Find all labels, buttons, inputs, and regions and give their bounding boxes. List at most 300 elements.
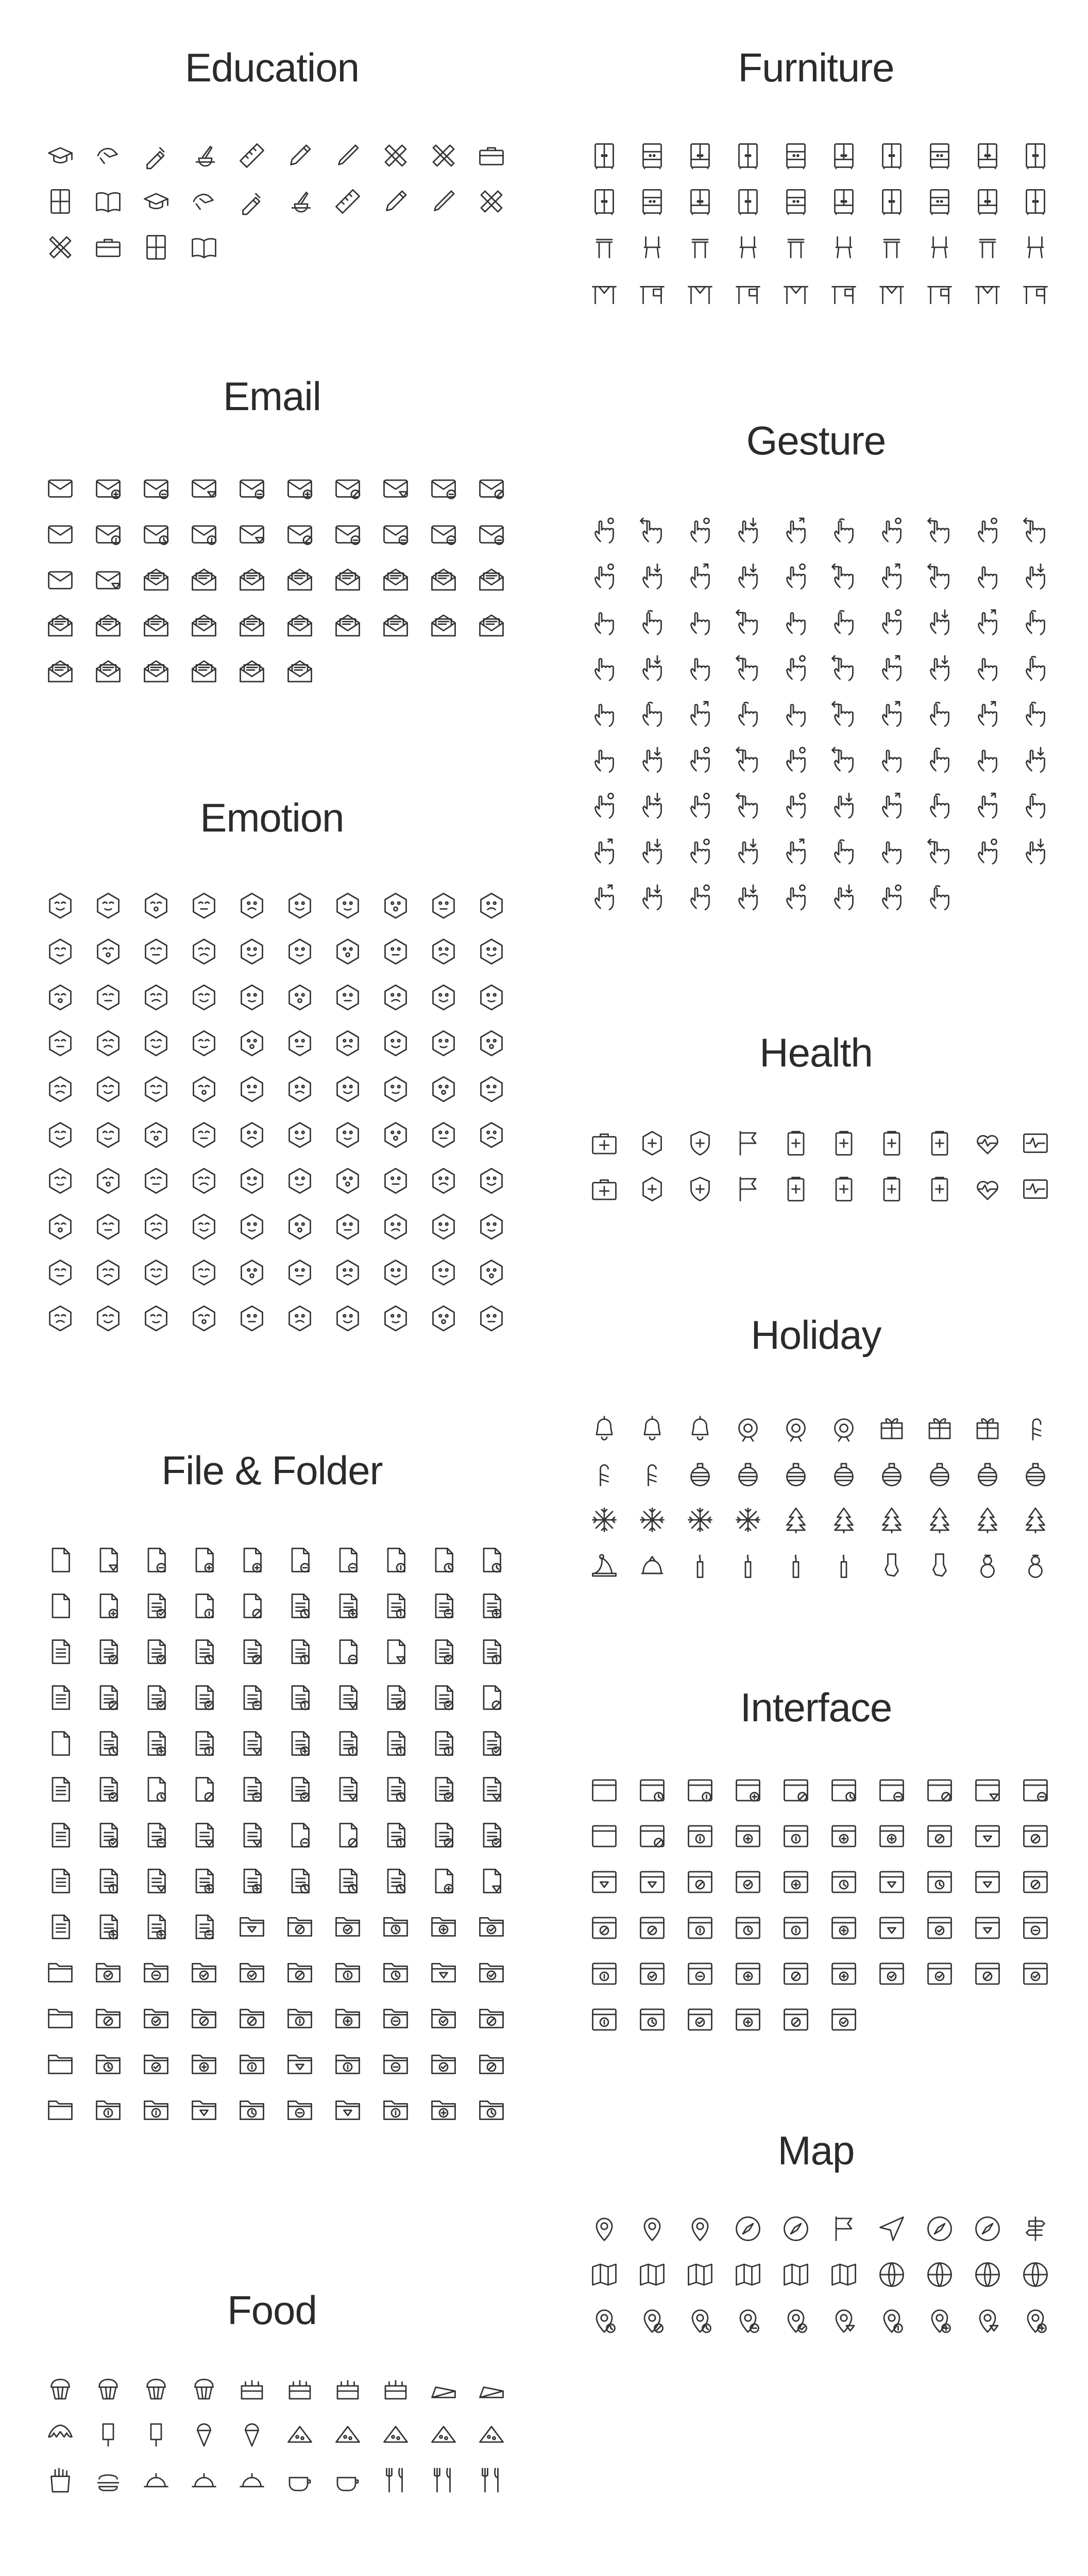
- face-whistle-icon: [467, 1204, 515, 1249]
- ambulance-light-icon: [820, 1166, 868, 1212]
- pin-forbid-icon: [828, 2305, 859, 2336]
- file-text-clock-icon: [419, 1583, 467, 1629]
- small-cabinet-icon: [963, 178, 1011, 224]
- envelope-card-icon: [36, 556, 84, 602]
- folder-plain-icon: [132, 1950, 180, 1995]
- face-open-mouth-icon: [189, 1165, 219, 1196]
- heart-rate-icon: [972, 1128, 1003, 1159]
- file-image-icon: [380, 1682, 411, 1713]
- face-wink-icon: [324, 974, 371, 1020]
- window-search-icon: [1020, 1775, 1051, 1806]
- pizza-slice-icon: [324, 2411, 371, 2457]
- face-content-icon: [84, 883, 132, 928]
- hand-flick-icon: [1011, 783, 1059, 829]
- face-calm-icon: [476, 982, 507, 1013]
- zoom-out-icon: [963, 554, 1011, 600]
- window-add-icon: [637, 1775, 668, 1806]
- face-gasp-icon: [93, 1211, 124, 1242]
- stethoscope-icon: [876, 1174, 907, 1205]
- monitor-pulse-icon: [1020, 1128, 1051, 1159]
- file-share-icon: [45, 1728, 76, 1759]
- injection-icon: [676, 1166, 724, 1212]
- window-icon: [589, 1775, 620, 1806]
- crossed-canes-icon: [628, 1451, 676, 1497]
- window-play-icon: [915, 1859, 963, 1905]
- face-frown-icon: [93, 1074, 124, 1105]
- cabinet-shelves-icon: [628, 132, 676, 178]
- envelope-search-icon: [476, 472, 507, 503]
- face-smile-icon: [228, 974, 276, 1020]
- bauble-icon: [676, 1451, 724, 1497]
- window-eye-icon: [828, 2004, 859, 2035]
- map-icon-grid: [580, 2206, 1059, 2343]
- snowflake-crystal-icon: [733, 1504, 763, 1535]
- file-arrow-icon: [276, 1812, 324, 1858]
- hand-zoom-in-icon: [972, 837, 1003, 868]
- file-note-icon: [276, 1766, 324, 1812]
- folder-remove-icon: [276, 1904, 324, 1950]
- folder-code-icon: [141, 2003, 172, 2034]
- christmas-tree-icon: [772, 1497, 820, 1543]
- two-finger-tap-icon: [589, 607, 620, 638]
- sideboard-icon: [772, 132, 820, 178]
- pizza-slice-icon: [332, 2419, 363, 2450]
- window-remove-icon: [685, 1775, 716, 1806]
- window-minus-icon: [772, 1813, 820, 1859]
- face-shocked-icon: [45, 1165, 76, 1196]
- three-finger-tap-icon: [580, 646, 628, 691]
- tap-icon: [580, 508, 628, 554]
- window-secure-icon: [733, 1867, 763, 1897]
- face-gasp-icon: [84, 1158, 132, 1204]
- face-hush-icon: [428, 1165, 459, 1196]
- location-marker-icon: [868, 2251, 915, 2297]
- file-notes-icon: [84, 1904, 132, 1950]
- file-text-add-icon: [180, 1583, 228, 1629]
- scalpel-icon: [733, 1174, 763, 1205]
- face-smirk-icon: [428, 890, 459, 921]
- bells-icon: [628, 1405, 676, 1451]
- candle-icon: [676, 1543, 724, 1588]
- face-meh-icon: [371, 1295, 419, 1341]
- window-alert-icon: [820, 1813, 868, 1859]
- syringe-icon: [628, 1166, 676, 1212]
- ambulance-light-icon: [828, 1174, 859, 1205]
- file-cloud-sync-icon: [141, 1820, 172, 1851]
- file-attach-icon: [180, 1766, 228, 1812]
- folder-info-icon: [332, 1911, 363, 1942]
- file-text-edit-icon: [189, 1636, 219, 1667]
- file-signal-icon: [45, 1866, 76, 1896]
- window-arrow-down-icon: [724, 1996, 772, 2042]
- folder-trash-icon: [284, 2095, 315, 2126]
- dna-icon: [93, 232, 124, 263]
- tv-cabinet-icon: [1011, 178, 1059, 224]
- face-meh-icon: [371, 974, 419, 1020]
- file-text-info-icon: [284, 1590, 315, 1621]
- window-eye-icon: [820, 1996, 868, 2042]
- envelope-letter-note-icon: [141, 656, 172, 687]
- syringe-icon: [637, 1174, 668, 1205]
- face-content-icon: [93, 1120, 124, 1150]
- folder-block-icon: [419, 1904, 467, 1950]
- muffin-icon: [36, 2365, 84, 2411]
- folder-dashed-icon: [132, 2087, 180, 2133]
- envelope-stack-icon: [93, 564, 124, 595]
- table-icon: [580, 270, 628, 316]
- face-neutral-icon: [189, 936, 219, 967]
- face-smirk-icon: [428, 1028, 459, 1059]
- window-cloud-icon: [963, 1951, 1011, 1996]
- folder-tab-icon: [467, 2087, 515, 2133]
- tv-cabinet-icon: [1020, 186, 1051, 217]
- file-docs-icon: [236, 1866, 267, 1896]
- pie-slice-icon: [476, 2373, 507, 2404]
- hand-drag-icon: [733, 791, 763, 822]
- window-bars-icon: [876, 1912, 907, 1943]
- scalpel-icon: [724, 1166, 772, 1212]
- folder-headphones-icon: [189, 2049, 219, 2080]
- envelope-document-image-icon: [467, 556, 515, 602]
- envelope-letter-at-icon: [84, 602, 132, 648]
- face-smirk-icon: [428, 1120, 459, 1150]
- window-music-icon: [820, 1859, 868, 1905]
- file-text-remove-icon: [228, 1583, 276, 1629]
- hand-down-icon: [820, 783, 868, 829]
- window-radio-icon: [589, 1867, 620, 1897]
- scroll-up-icon: [876, 516, 907, 547]
- file-arrow-icon: [284, 1820, 315, 1851]
- face-calm-icon: [467, 883, 515, 928]
- folder-gear-icon: [476, 2003, 507, 2034]
- face-whistle-icon: [476, 1165, 507, 1196]
- face-hush-icon: [428, 1211, 459, 1242]
- face-annoyed-icon: [467, 1249, 515, 1295]
- folding-stool-icon: [724, 224, 772, 270]
- face-shocked-icon: [36, 1158, 84, 1204]
- jingle-bells-icon: [676, 1405, 724, 1451]
- file-lines-remove-icon: [332, 1636, 363, 1667]
- face-yawn-icon: [236, 1165, 267, 1196]
- gesture-title: Gesture: [746, 418, 886, 463]
- face-smile-icon: [228, 1112, 276, 1158]
- face-grin-icon: [276, 974, 324, 1020]
- face-neutral-icon: [180, 928, 228, 974]
- flag-icon: [820, 2206, 868, 2251]
- hand-diagonal-icon: [780, 883, 811, 913]
- folder-plain-icon: [141, 1957, 172, 1988]
- notebook-lined-icon: [276, 178, 324, 224]
- window-gem-icon: [924, 1958, 955, 1989]
- envelope-letter-mic-icon: [180, 648, 228, 694]
- three-finger-drag-icon: [637, 653, 668, 684]
- face-surprised-icon: [132, 1020, 180, 1066]
- envelope-letter-code-icon: [180, 602, 228, 648]
- compass-hexagon-icon: [924, 2213, 955, 2244]
- face-whistle-icon: [476, 1211, 507, 1242]
- ornament-striped-icon: [772, 1451, 820, 1497]
- layer-cake-icon: [284, 2373, 315, 2404]
- stocking-icon: [876, 1550, 907, 1581]
- folder-copy-icon: [428, 2095, 459, 2126]
- window-pdf-icon: [972, 1912, 1003, 1943]
- table-cloth-icon: [780, 278, 811, 309]
- face-scream-icon: [284, 1211, 315, 1242]
- croissant-icon: [45, 2419, 76, 2450]
- face-tired-icon: [371, 1249, 419, 1295]
- lamp-icon: [1020, 232, 1051, 263]
- stocking-pair-icon: [915, 1543, 963, 1588]
- map-location-icon: [733, 2259, 763, 2290]
- pencil-icon: [276, 132, 324, 178]
- folder-arrow-icon: [45, 2095, 76, 2126]
- window-lock-icon: [580, 1813, 628, 1859]
- folder-open-icon: [180, 2087, 228, 2133]
- email-title: Email: [223, 374, 321, 419]
- folder-sort-icon: [236, 2003, 267, 2034]
- open-book-icon: [93, 186, 124, 217]
- window-arrow-down-icon: [733, 2004, 763, 2035]
- bauble-icon: [685, 1459, 716, 1489]
- email-section: [0, 376, 544, 685]
- file-clock-icon: [380, 1545, 411, 1575]
- candles-icon: [724, 1543, 772, 1588]
- snowflake-large-icon: [637, 1504, 668, 1535]
- envelope-letter-up-icon: [476, 610, 507, 641]
- pill-icon: [1020, 1174, 1051, 1205]
- envelope-letter-music-icon: [228, 602, 276, 648]
- envelope-letter-user-icon: [276, 602, 324, 648]
- work-desk-icon: [924, 278, 955, 309]
- map-marker-icon: [820, 2251, 868, 2297]
- folder-download-icon: [467, 2041, 515, 2087]
- face-frown-icon: [93, 1257, 124, 1288]
- file-film-icon: [371, 1766, 419, 1812]
- push-pin-icon: [628, 2206, 676, 2251]
- ice-cream-cone-icon: [180, 2411, 228, 2457]
- file-forbid-icon: [332, 1545, 363, 1575]
- window-sync-icon: [589, 2004, 620, 2035]
- face-wink-icon: [332, 936, 363, 967]
- furniture-title: Furniture: [738, 45, 894, 90]
- face-meh-icon: [380, 1303, 411, 1334]
- file-remove-icon: [132, 1537, 180, 1583]
- file-magnify-icon: [380, 1820, 411, 1851]
- file-download-icon: [236, 1820, 267, 1851]
- file-cloud-up-icon: [45, 1820, 76, 1851]
- folder-upload-icon: [419, 2041, 467, 2087]
- file-folder-icon-grid: [36, 1537, 515, 2133]
- envelope-letter-photo-icon: [236, 656, 267, 687]
- envelope-info-icon: [180, 465, 228, 511]
- envelope-letter-up-icon: [467, 602, 515, 648]
- face-calm-icon: [476, 936, 507, 967]
- envelope-down-icon: [228, 465, 276, 511]
- file-stack-icon: [371, 1858, 419, 1904]
- dresser-icon: [685, 140, 716, 171]
- window-film-icon: [868, 1951, 915, 1996]
- cheese-icon: [284, 2419, 315, 2450]
- window-plus-icon: [724, 1813, 772, 1859]
- face-neutral-icon: [189, 1303, 219, 1334]
- file-sort-icon: [284, 1728, 315, 1759]
- pin-remove-icon: [628, 2297, 676, 2343]
- push-pin-icon: [637, 2213, 668, 2244]
- pine-tree-icon: [828, 1504, 859, 1535]
- file-chart-icon: [332, 1728, 363, 1759]
- chest-icon: [876, 186, 907, 217]
- face-calm-icon: [476, 1028, 507, 1059]
- folder-download-icon: [476, 2049, 507, 2080]
- face-meh-icon: [380, 890, 411, 921]
- window-info-icon: [724, 1767, 772, 1813]
- open-book-bookmark-icon: [189, 186, 219, 217]
- palm-swipe-icon: [637, 745, 668, 776]
- hand-scroll-up-icon: [868, 829, 915, 875]
- envelope-remove-icon: [141, 472, 172, 503]
- envelope-lock-icon: [36, 511, 84, 556]
- window-padlock-icon: [685, 1867, 716, 1897]
- three-finger-flick-icon: [820, 646, 868, 691]
- window-secure-icon: [724, 1859, 772, 1905]
- hand-press-icon: [733, 837, 763, 868]
- rotate-icon: [820, 554, 868, 600]
- face-yawn-icon: [228, 1204, 276, 1249]
- face-worried-icon: [132, 1249, 180, 1295]
- cheese-icon: [276, 2411, 324, 2457]
- file-lock-icon: [36, 1583, 84, 1629]
- face-grin-icon: [284, 936, 315, 967]
- flask-icon: [36, 224, 84, 270]
- face-confused-icon: [236, 1257, 267, 1288]
- window-arrow-up-icon: [685, 2004, 716, 2035]
- face-grin-icon: [276, 928, 324, 974]
- swipe-diagonal-icon: [733, 562, 763, 592]
- envelope-at-icon: [45, 610, 76, 641]
- molecule-icon: [189, 232, 219, 263]
- face-wink-icon: [324, 883, 371, 928]
- file-folder-section: [0, 1450, 544, 2223]
- face-smirk-icon: [428, 936, 459, 967]
- cabinet-drawers-icon: [580, 132, 628, 178]
- file-icon: [36, 1537, 84, 1583]
- folder-magnify-icon: [324, 2087, 371, 2133]
- envelope-card-icon: [45, 564, 76, 595]
- envelope-letter-heart-icon: [380, 610, 411, 641]
- globe-icon: [915, 2251, 963, 2297]
- folder-eye-icon: [84, 2087, 132, 2133]
- four-finger-flick-icon: [1011, 691, 1059, 737]
- folder-pdf-icon: [419, 1995, 467, 2041]
- calculator-icon: [36, 178, 84, 224]
- map-route-icon: [780, 2259, 811, 2290]
- bar-stool-icon: [637, 232, 668, 263]
- file-lines-star-icon: [180, 1674, 228, 1720]
- open-book-icon: [84, 178, 132, 224]
- folder-mic-icon: [284, 2049, 315, 2080]
- armchair-icon: [915, 224, 963, 270]
- file-stack-text-icon: [419, 1858, 467, 1904]
- folder-dashed-icon: [141, 2095, 172, 2126]
- window-stack-icon: [676, 1813, 724, 1859]
- face-smirk-icon: [428, 982, 459, 1013]
- window-zoom-icon: [580, 1905, 628, 1951]
- hand-tap-icon: [580, 783, 628, 829]
- file-bars-icon: [380, 1728, 411, 1759]
- folded-map-icon: [589, 2259, 620, 2290]
- face-smile-icon: [236, 890, 267, 921]
- folder-eye-icon: [93, 2095, 124, 2126]
- palm-drag-icon: [676, 737, 724, 783]
- face-surprised-icon: [132, 1112, 180, 1158]
- hand-point-icon: [676, 829, 724, 875]
- folder-attach-icon: [141, 2049, 172, 2080]
- cupcake-cherry-icon: [132, 2365, 180, 2411]
- hand-pinch-icon: [915, 783, 963, 829]
- folder-lock-icon: [84, 1950, 132, 1995]
- swipe-up-icon: [780, 516, 811, 547]
- face-happy-icon: [36, 1112, 84, 1158]
- face-meh-icon: [371, 1112, 419, 1158]
- file-info-icon: [180, 1537, 228, 1583]
- pen-icon: [332, 140, 363, 171]
- swipe-left-icon: [637, 562, 668, 592]
- two-finger-drag-icon: [924, 607, 955, 638]
- envelope-document-add-icon: [284, 564, 315, 595]
- file-table-icon: [284, 1682, 315, 1713]
- pencil-eraser-icon: [141, 140, 172, 171]
- hand-double-icon: [780, 837, 811, 868]
- envelope-letter-music-icon: [236, 610, 267, 641]
- file-cloud-doc-icon: [276, 1858, 324, 1904]
- folder-down-icon: [371, 1904, 419, 1950]
- envelope-letter-attach-icon: [36, 648, 84, 694]
- window-share-icon: [1011, 1859, 1059, 1905]
- french-fries-icon: [45, 2465, 76, 2496]
- file-lines-check-icon: [467, 1629, 515, 1674]
- ornament-wreath-icon: [828, 1413, 859, 1444]
- envelope-letter-at-icon: [93, 610, 124, 641]
- file-stack-icon: [380, 1866, 411, 1896]
- face-meh-icon: [371, 928, 419, 974]
- file-headphones-icon: [236, 1774, 267, 1805]
- face-wink-icon: [332, 890, 363, 921]
- file-upload-icon: [189, 1820, 219, 1851]
- folder-share-icon: [45, 2003, 76, 2034]
- face-frown-icon: [84, 1066, 132, 1112]
- envelope-forward-icon: [467, 511, 515, 556]
- file-lines-down-icon: [419, 1629, 467, 1674]
- muffin-icon: [45, 2373, 76, 2404]
- cookie-icon: [419, 2411, 467, 2457]
- envelope-forbid-icon: [324, 465, 371, 511]
- dining-table-icon: [733, 278, 763, 309]
- folder-icon: [189, 1911, 219, 1942]
- window-search-icon: [1011, 1767, 1059, 1813]
- folder-cloud-icon: [93, 2003, 124, 2034]
- face-surprised-icon: [141, 890, 172, 921]
- two-finger-hold-icon: [628, 600, 676, 646]
- face-grin-icon: [284, 890, 315, 921]
- file-text-block-icon: [371, 1583, 419, 1629]
- chair-back-icon: [780, 232, 811, 263]
- three-finger-press-icon: [1011, 646, 1059, 691]
- window-triangle-icon: [868, 1813, 915, 1859]
- sandwich-icon: [236, 2373, 267, 2404]
- hand-zoom-in-icon: [963, 829, 1011, 875]
- swipe-down-icon: [828, 516, 859, 547]
- swipe-right-icon: [676, 554, 724, 600]
